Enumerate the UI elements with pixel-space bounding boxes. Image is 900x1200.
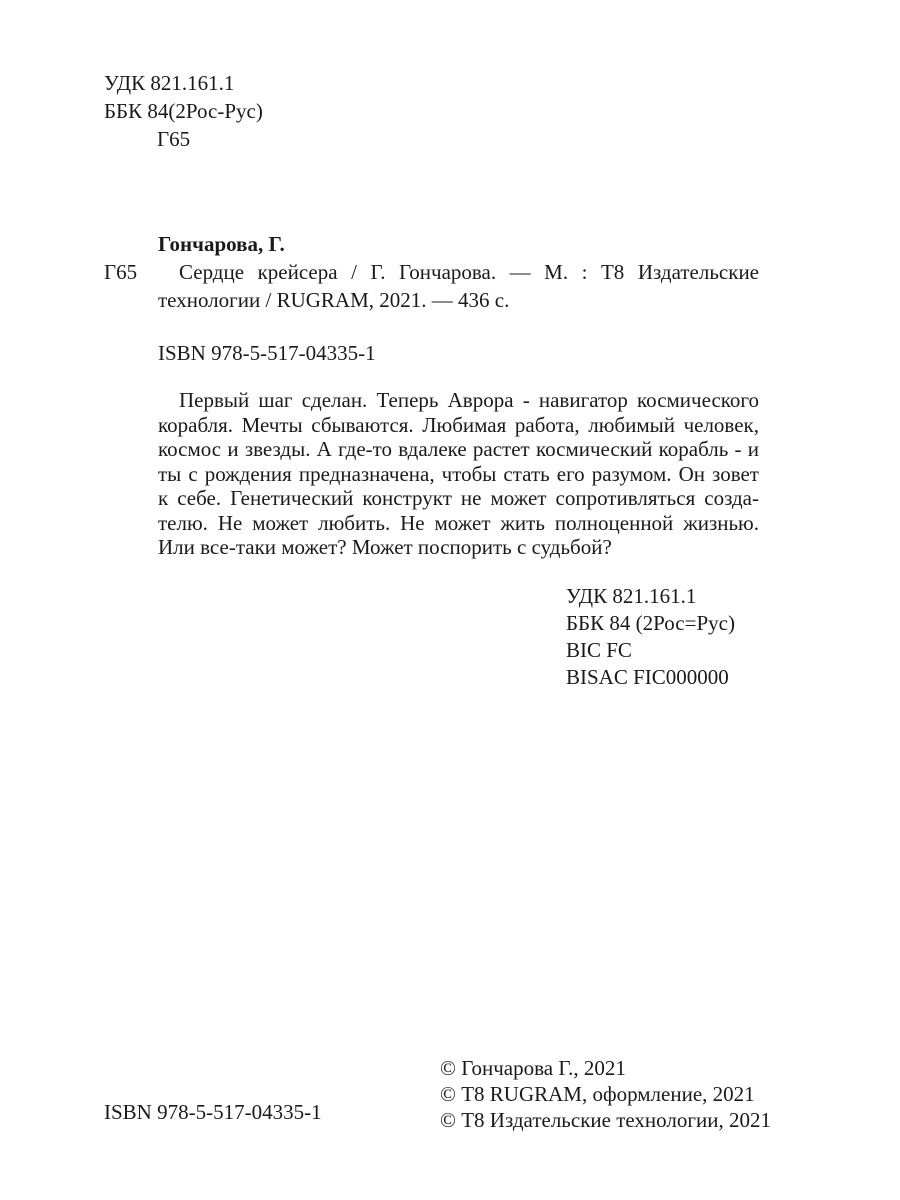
udk-header: УДК 821.161.1 xyxy=(104,71,235,95)
annotation-line: Первый шаг сделан. Теперь Аврора - навигатор космического xyxy=(179,388,759,412)
annotation-paragraph xyxy=(158,388,759,560)
bisac-code: BISAC FIC000000 xyxy=(566,665,729,689)
bibliographic-description xyxy=(179,260,759,285)
copyright-block xyxy=(440,1056,771,1134)
isbn-record: ISBN 978-5-517-04335-1 xyxy=(158,341,376,365)
copyright-line: © Т8 Издательские технологии, 2021 xyxy=(440,1108,771,1132)
udk-code: УДК 821.161.1 xyxy=(566,584,697,608)
description-line: Сердце крейсера / Г. Гончарова. — М. : Т8 Издательские xyxy=(179,260,759,284)
annotation-line: корабля. Мечты сбываются. Любимая работа, любимый человек, xyxy=(158,412,759,437)
annotation-line: Или все-таки может? Может поспорить с судьбой? xyxy=(158,535,612,559)
copyright-line: © Т8 RUGRAM, оформление, 2021 xyxy=(440,1082,755,1106)
isbn-footer: ISBN 978-5-517-04335-1 xyxy=(104,1100,322,1124)
annotation-line: ты с рождения предназначена, чтобы стать его разумом. Он зовет xyxy=(158,461,759,486)
annotation-line: телю. Не может любить. Не может жить полноценной жизнью. xyxy=(158,510,759,535)
bic-code: BIC FC xyxy=(566,638,632,662)
author-sign-header: Г65 xyxy=(157,127,191,151)
classification-codes xyxy=(566,584,735,692)
annotation-line: космос и звезды. А где-то вдалеке растет космический корабль - и xyxy=(158,437,759,461)
copyright-line: © Гончарова Г., 2021 xyxy=(440,1056,626,1080)
author-sign: Г65 xyxy=(104,260,138,284)
bbk-header: ББК 84(2Рос-Рус) xyxy=(104,99,263,123)
description-line: технологии / RUGRAM, 2021. — 436 с. xyxy=(158,288,510,312)
bbk-code: ББК 84 (2Рос=Рус) xyxy=(566,611,735,635)
author-heading: Гончарова, Г. xyxy=(158,232,285,256)
annotation-line: к себе. Генетический конструкт не может сопротивляться созда- xyxy=(158,486,759,510)
